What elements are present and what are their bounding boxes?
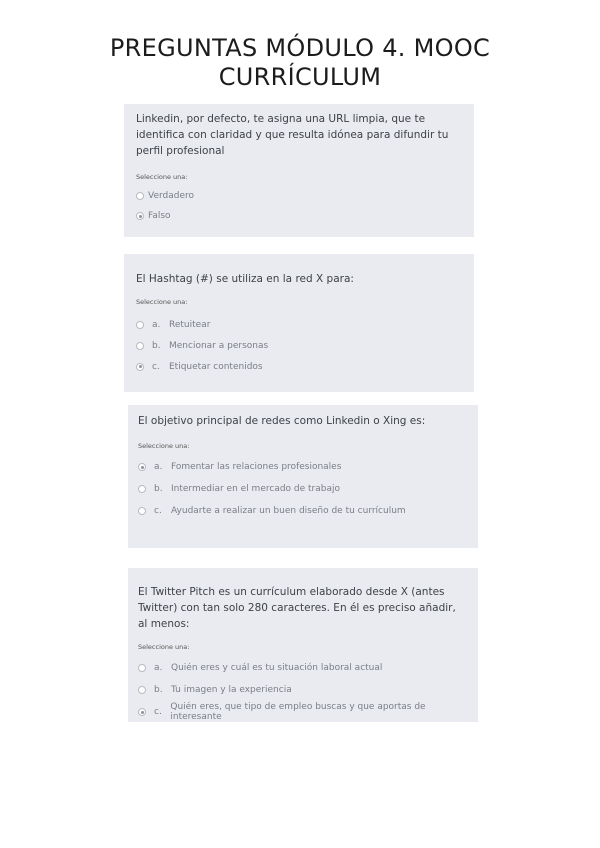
radio-button[interactable] [138, 664, 146, 672]
answer-label: Quién eres y cuál es tu situación laboral actual [171, 663, 383, 673]
radio-button[interactable] [136, 321, 144, 329]
answer-option[interactable] [138, 701, 468, 723]
radio-button-selected[interactable] [136, 212, 144, 220]
select-one-label: Seleccione una: [138, 442, 190, 450]
select-one-label: Seleccione una: [136, 298, 188, 306]
option-letter: b. [152, 340, 161, 351]
answer-options [136, 186, 462, 226]
radio-button[interactable] [138, 686, 146, 694]
answer-label: Quién eres, que tipo de empleo buscas y que aportas de interesante [170, 702, 426, 722]
option-letter: b. [154, 484, 163, 494]
answer-option[interactable] [136, 314, 462, 335]
answer-option[interactable] [138, 500, 468, 522]
answer-option[interactable] [138, 679, 468, 701]
question-text: Linkedin, por defecto, te asigna una URL limpia, que te identifica con claridad y que resulta idónea para difundir tu perfil profesional [136, 113, 449, 157]
answer-option[interactable] [138, 478, 468, 500]
radio-button-selected[interactable] [138, 463, 146, 471]
answer-label: Tu imagen y la experiencia [171, 685, 292, 695]
radio-button[interactable] [138, 485, 146, 493]
answer-options [138, 657, 468, 723]
select-one-label: Seleccione una: [136, 173, 188, 181]
answer-label: Intermediar en el mercado de trabajo [171, 484, 341, 494]
answer-option[interactable] [136, 206, 462, 226]
question-card-1 [124, 104, 474, 237]
answer-label: Mencionar a personas [169, 340, 269, 351]
select-one-label: Seleccione una: [138, 643, 190, 651]
option-letter: a. [154, 663, 163, 673]
answer-option[interactable] [138, 456, 468, 478]
page-title-line-2: CURRÍCULUM [218, 63, 382, 91]
radio-button[interactable] [136, 342, 144, 350]
question-text: El Hashtag (#) se utiliza en la red X para: [136, 273, 354, 285]
answer-options [136, 314, 462, 377]
page-title [0, 34, 600, 92]
radio-button[interactable] [136, 192, 144, 200]
option-letter: a. [154, 462, 163, 472]
radio-button-selected[interactable] [138, 708, 146, 716]
page-title-line-1: PREGUNTAS MÓDULO 4. MOOC [109, 34, 491, 62]
answer-option[interactable] [138, 657, 468, 679]
option-letter: b. [154, 685, 163, 695]
radio-button[interactable] [138, 507, 146, 515]
radio-button-selected[interactable] [136, 363, 144, 371]
answer-options [138, 456, 468, 522]
question-card-3 [128, 405, 478, 548]
question-card-2 [124, 254, 474, 392]
answer-label: Falso [148, 211, 171, 221]
answer-option[interactable] [136, 186, 462, 206]
question-text: El Twitter Pitch es un currículum elaborado desde X (antes Twitter) con tan solo 280 caracteres. En él es preciso añadir, al menos: [138, 586, 456, 630]
answer-option[interactable] [136, 335, 462, 356]
option-letter: c. [152, 361, 160, 372]
answer-label: Ayudarte a realizar un buen diseño de tu currículum [171, 506, 406, 516]
option-letter: c. [154, 506, 162, 516]
answer-option[interactable] [136, 356, 462, 377]
answer-label: Fomentar las relaciones profesionales [171, 462, 342, 472]
option-letter: c. [154, 707, 162, 717]
answer-label: Etiquetar contenidos [169, 361, 263, 372]
question-card-4 [128, 568, 478, 722]
option-letter: a. [152, 319, 161, 330]
question-text: El objetivo principal de redes como Linkedin o Xing es: [138, 415, 426, 427]
answer-label: Retuitear [169, 319, 211, 330]
answer-label: Verdadero [148, 191, 195, 201]
